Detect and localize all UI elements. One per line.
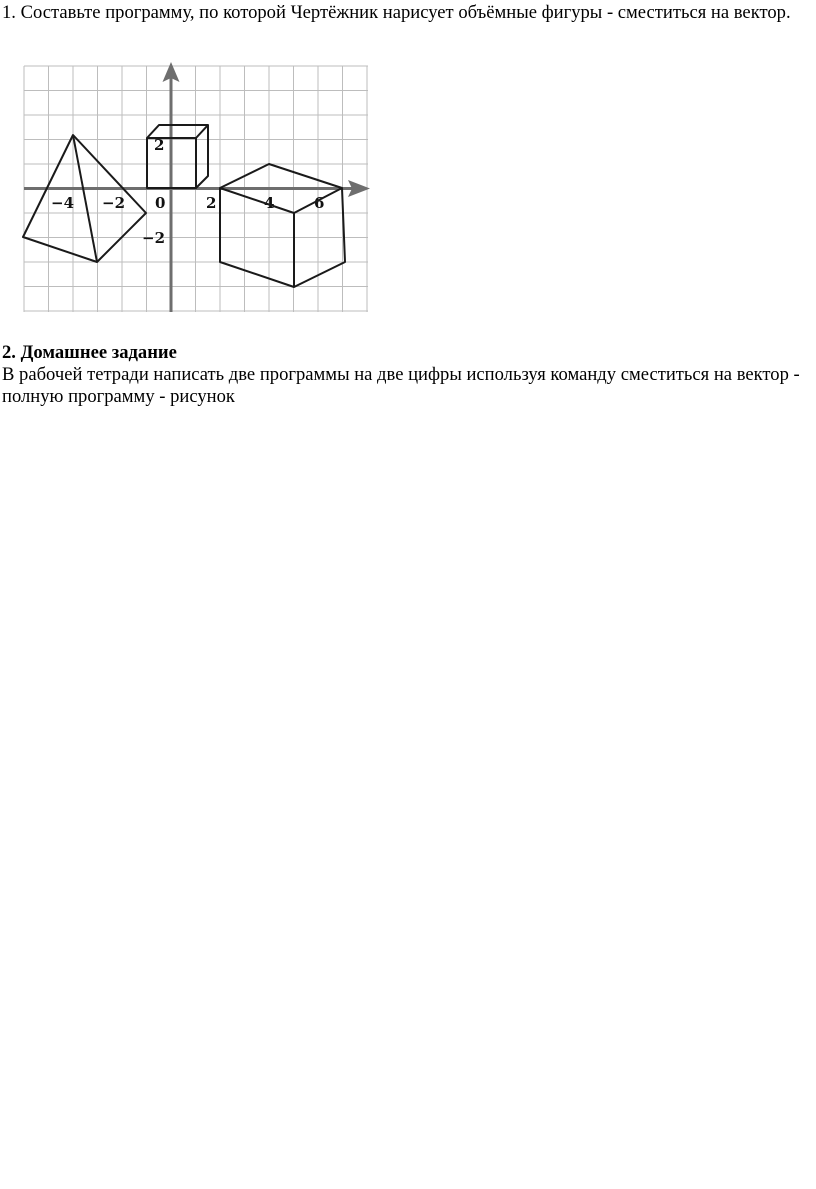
x-label-neg2: −2 <box>102 194 126 212</box>
x-label-4: 4 <box>264 194 275 212</box>
x-label-origin: 0 <box>155 194 166 212</box>
large-box-shape <box>220 164 345 287</box>
y-label-2: 2 <box>154 136 165 154</box>
small-cube-shape <box>147 125 208 188</box>
homework-title: 2. Домашнее задание <box>2 342 177 363</box>
homework-text: В рабочей тетради написать две программы на две цифры используя команду сместиться на вектор - полную программу - рисунок <box>2 364 800 407</box>
y-label-neg2: −2 <box>142 229 166 247</box>
coordinate-grid-figure <box>20 60 372 316</box>
pyramid-shape <box>23 135 146 262</box>
x-label-6: 6 <box>314 194 325 212</box>
task-1-text: 1. Составьте программу, по которой Чертёжник нарисует объёмные фигуры - сместиться на вектор. <box>2 2 791 23</box>
x-label-neg4: −4 <box>51 194 75 212</box>
x-label-2: 2 <box>206 194 217 212</box>
grid-drawing <box>20 60 372 316</box>
